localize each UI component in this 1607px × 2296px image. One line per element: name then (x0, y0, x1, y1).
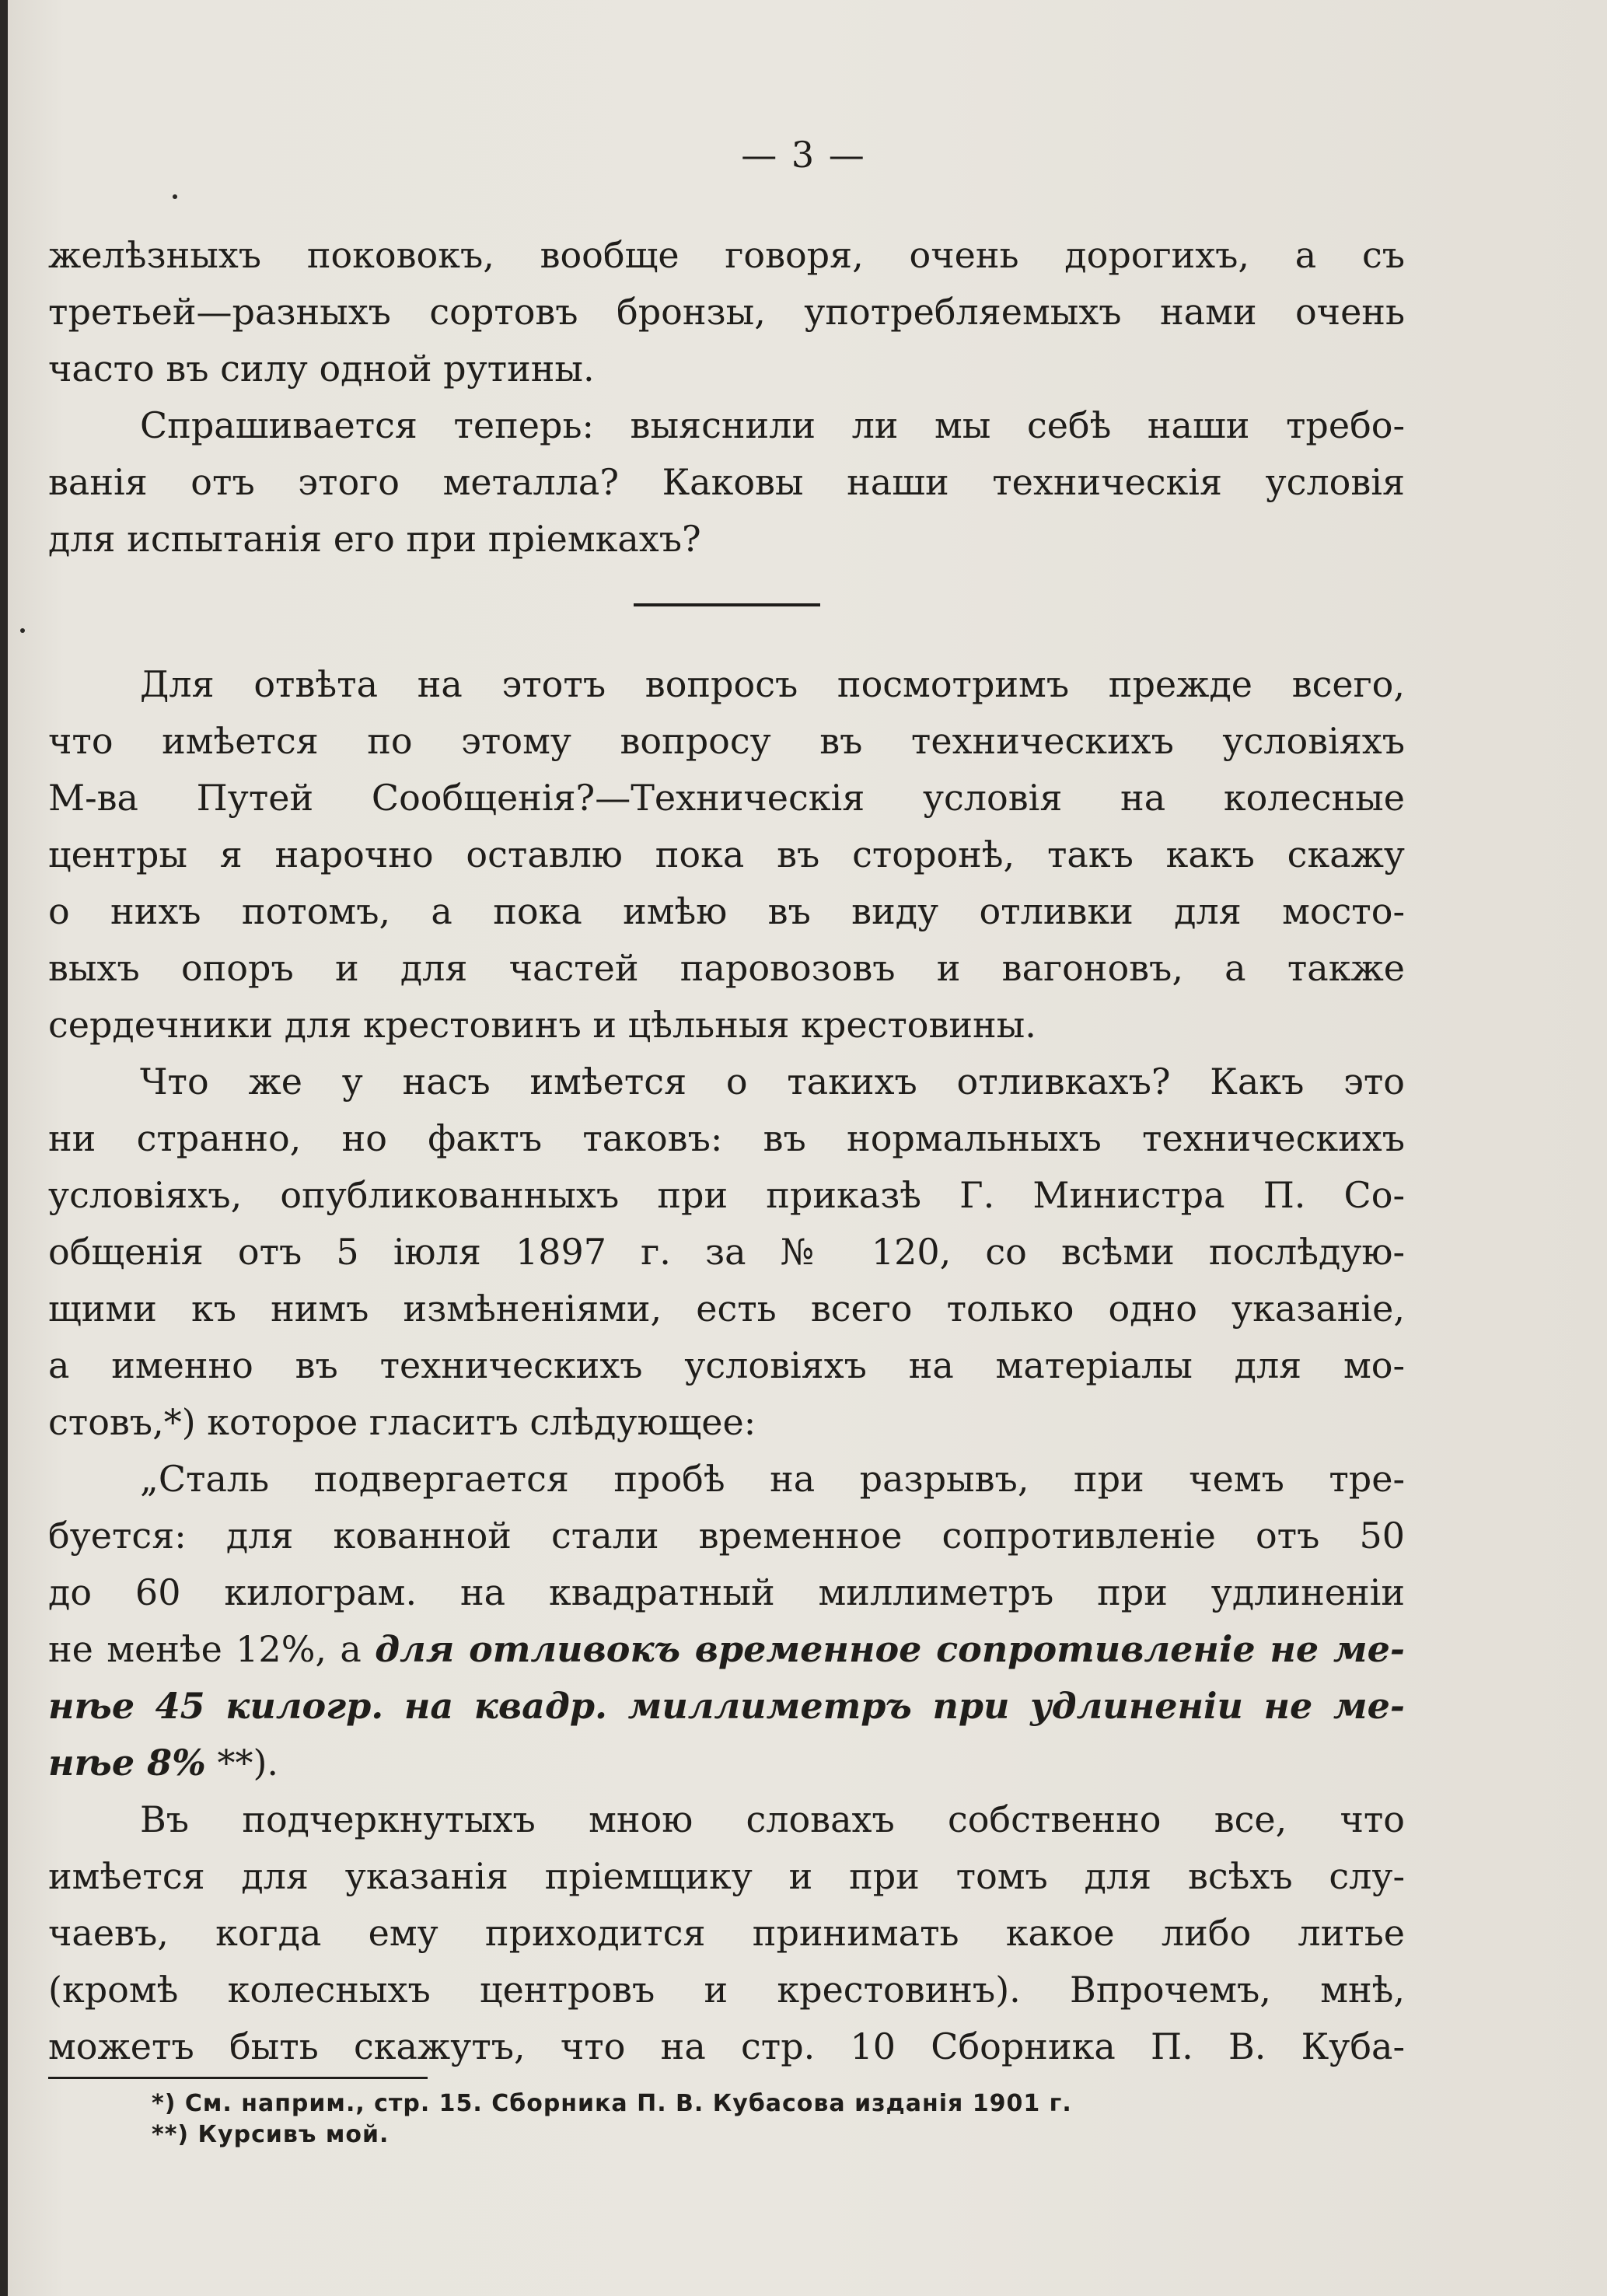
text-line: часто въ силу одной рутины. (48, 348, 595, 390)
emphasized-text: для отливокъ временное сопротивленіе не ме- (375, 1628, 1405, 1670)
text-line: о нихъ потомъ, а пока имѣю въ виду отливки для мосто- (48, 890, 1405, 932)
text-line: а именно въ техническихъ условіяхъ на матеріалы для мо- (48, 1344, 1405, 1386)
body-text (48, 227, 1405, 2075)
text-line: центры я нарочно оставлю пока въ сторонѣ, такъ какъ скажу (48, 833, 1405, 875)
footnote-divider (48, 2077, 428, 2079)
text-line: щими къ нимъ измѣненіями, есть всего только одно указаніе, (48, 1288, 1405, 1330)
text-line: что имѣется по этому вопросу въ техническихъ условіяхъ (48, 720, 1405, 762)
text-line: „Сталь подвергается пробѣ на разрывъ, при чемъ тре- (140, 1458, 1405, 1500)
text-line: Для отвѣта на этотъ вопросъ посмотримъ прежде всего, (140, 663, 1405, 705)
text-line: можетъ быть скажутъ, что на стр. 10 Сборника П. В. Куба- (48, 2025, 1405, 2067)
page-number: — 3 — (741, 134, 866, 176)
ink-speck (20, 628, 25, 633)
text-line: чаевъ, когда ему приходится принимать какое либо литье (48, 1912, 1405, 1954)
text-line: ванія отъ этого металла? Каковы наши техническія условія (48, 461, 1405, 503)
text-line: ни странно, но фактъ таковъ: въ нормальныхъ техническихъ (48, 1117, 1405, 1159)
footnotes (152, 2088, 1318, 2151)
page-edge-shadow (0, 0, 8, 2296)
ink-speck (173, 194, 177, 199)
text-line: сердечники для крестовинъ и цѣльныя крестовины. (48, 1004, 1036, 1046)
text-line: третьей—разныхъ сортовъ бронзы, употребляемыхъ нами очень (48, 291, 1405, 333)
emphasized-text: нѣе 8% (48, 1742, 206, 1784)
text-line: буется: для кованной стали временное сопротивленіе отъ 50 (48, 1515, 1405, 1557)
text-line: Спрашивается теперь: выяснили ли мы себѣ наши требо- (140, 404, 1405, 446)
text-line: Что же у насъ имѣется о такихъ отливкахъ? Какъ это (140, 1061, 1405, 1103)
footnote: **) Курсивъ мой. (152, 2121, 390, 2148)
section-divider (634, 603, 820, 606)
text-line: выхъ опоръ и для частей паровозовъ и вагоновъ, а также (48, 947, 1405, 989)
plain-text: не менѣе 12%, а (48, 1628, 376, 1670)
text-line: стовъ,*) которое гласитъ слѣдующее: (48, 1401, 756, 1443)
text-line: имѣется для указанія пріемщику и при томъ для всѣхъ слу- (48, 1855, 1405, 1897)
text-line-mixed (48, 1735, 1405, 1791)
footnote: *) См. наприм., стр. 15. Сборника П. В. Кубасова изданія 1901 г. (152, 2090, 1072, 2117)
text-line: условіяхъ, опубликованныхъ при приказѣ Г. Министра П. Со- (48, 1174, 1405, 1216)
text-line: общенія отъ 5 іюля 1897 г. за № 120, со всѣми послѣдую- (48, 1231, 1405, 1273)
plain-text: **). (205, 1742, 279, 1784)
text-line: для испытанія его при пріемкахъ? (48, 518, 701, 560)
text-line: Въ подчеркнутыхъ мною словахъ собственно все, что (140, 1798, 1405, 1840)
text-line-mixed (48, 1621, 1405, 1678)
text-line: М-ва Путей Сообщенія?—Техническія условія на колесные (48, 777, 1405, 819)
text-line: до 60 килограм. на квадратный миллиметръ при удлиненіи (48, 1571, 1405, 1613)
text-line: желѣзныхъ поковокъ, вообще говоря, очень дорогихъ, а съ (48, 234, 1405, 276)
emphasized-line: нѣе 45 килогр. на квадр. миллиметръ при удлиненіи не ме- (48, 1685, 1405, 1727)
text-line: (кромѣ колесныхъ центровъ и крестовинъ). Впрочемъ, мнѣ, (48, 1969, 1405, 2011)
